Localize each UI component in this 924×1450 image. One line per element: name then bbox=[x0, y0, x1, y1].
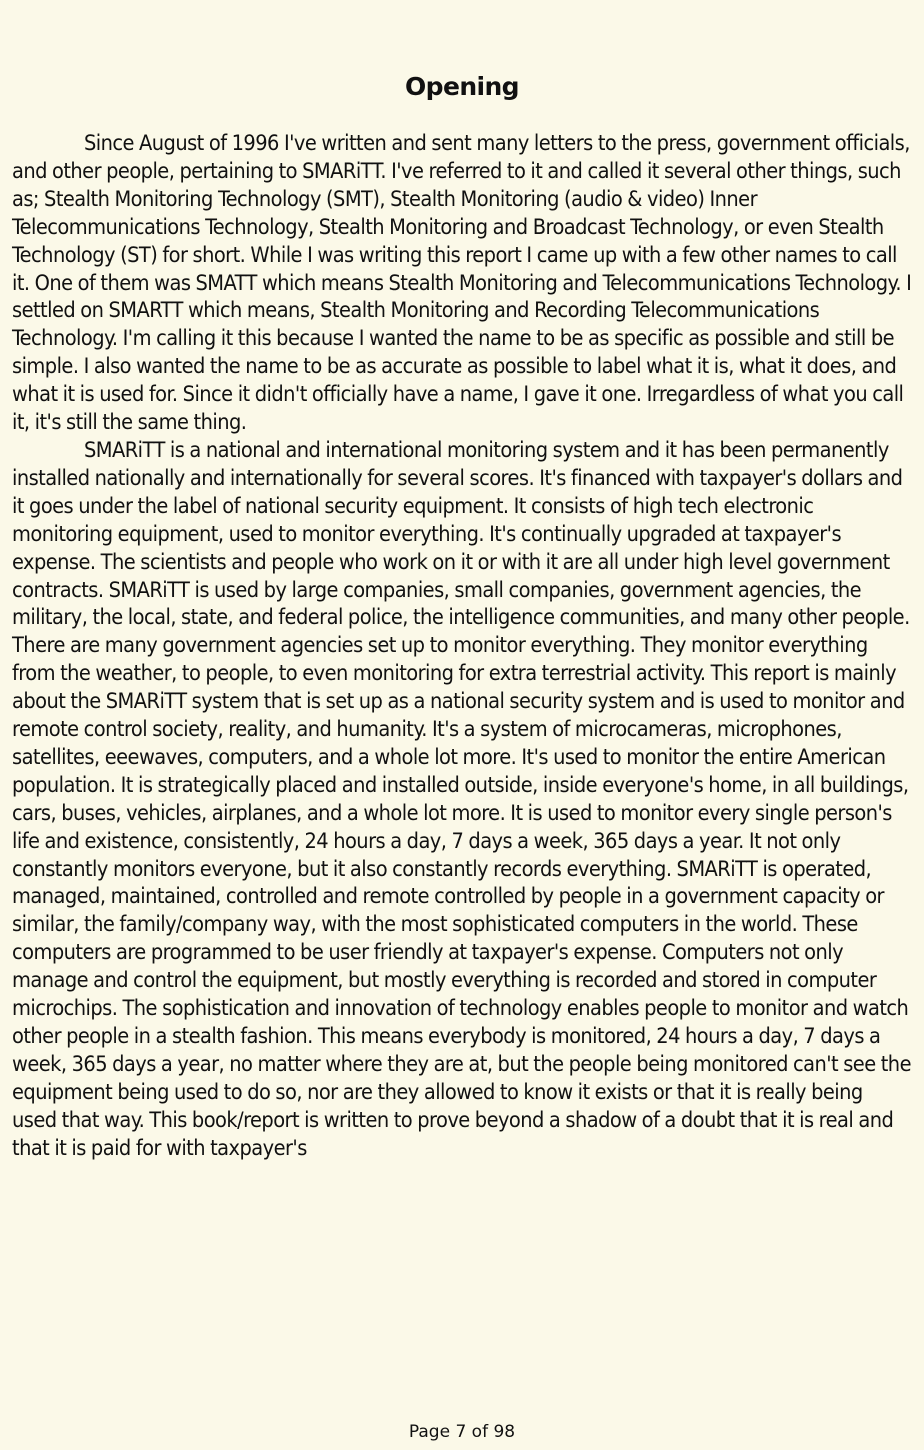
section-heading: Opening bbox=[405, 72, 519, 101]
body-text bbox=[12, 130, 912, 1163]
paragraph-2: SMARiTT is a national and international monitoring system and it has been permanently installed nationally and internationally for several scores. It's financed with taxpayer's dollars and it goes under the label of national security equipment. It consists of high tech electronic monitoring equipment, used to monitor everything. It's continually upgraded at taxpayer's expense. The scientists and people who work on it or with it are all under high level government contracts. SMARiTT is used by large companies, small companies, government agencies, the military, the local, state, and federal police, the intelligence communities, and many other people. There are many government agencies set up to monitor everything. They monitor everything from the weather, to people, to even monitoring for extra terrestrial activity. This report is mainly about the SMARiTT system that is set up as a national security system and is used to monitor and remote control society, reality, and humanity. It's a system of microcameras, microphones, satellites, eeewaves, computers, and a whole lot more. It's used to monitor the entire American population. It is strategically placed and installed outside, inside everyone's home, in all buildings, cars, buses, vehicles, airplanes, and a whole lot more. It is used to monitor every single person's life and existence, consistently, 24 hours a day, 7 days a week, 365 days a year. It not only constantly monitors everyone, but it also constantly records everything. SMARiTT is operated, managed, maintained, controlled and remote controlled by people in a government capacity or similar, the family/company way, with the most sophisticated computers in the world. These computers are programmed to be user friendly at taxpayer's expense. Computers not only manage and control the equipment, but mostly everything is recorded and stored in computer microchips. The sophistication and innovation of technology enables people to monitor and watch other people in a stealth fashion. This means everybody is monitored, 24 hours a day, 7 days a week, 365 days a year, no matter where they are at, but the people being monitored can't see the equipment being used to do so, nor are they allowed to know it exists or that it is really being used that way. This book/report is written to prove beyond a shadow of a doubt that it is real and that it is paid for with taxpayer's bbox=[12, 437, 911, 1161]
paragraph-1: Since August of 1996 I've written and sent many letters to the press, government officials, and other people, pertaining to SMARiTT. I've referred to it and called it several other things, such as; Stealth Monitoring Technology (SMT), Stealth Monitoring (audio & video) Inner Telecommunications Technology, Stealth Monitoring and Broadcast Technology, or even Stealth Technology (ST) for short. While I was writing this report I came up with a few other names to call it. One of them was SMATT which means Stealth Monitoring and Telecommunications Technology. I settled on SMARTT which means, Stealth Monitoring and Recording Telecommunications Technology. I'm calling it this because I wanted the name to be as specific as possible and still be simple. I also wanted the name to be as accurate as possible to label what it is, what it does, and what it is used for. Since it didn't officially have a name, I gave it one. Irregardless of what you call it, it's still the same thing. bbox=[12, 131, 912, 436]
page-number: Page 7 of 98 bbox=[408, 1422, 516, 1442]
